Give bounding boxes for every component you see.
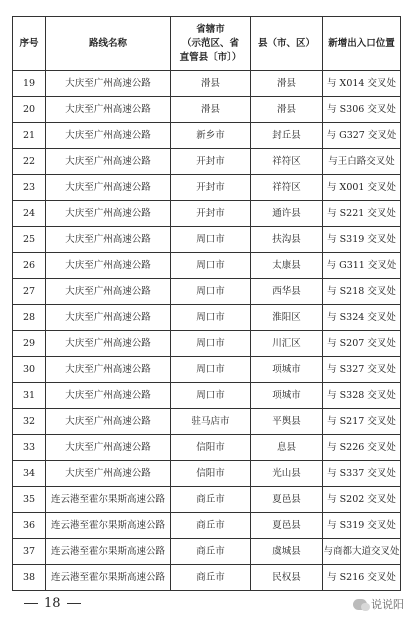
cell-county: 民权县: [251, 565, 323, 591]
cell-exit-location: 与 S337 交叉处: [323, 461, 401, 487]
cell-city: 周口市: [171, 227, 251, 253]
cell-city: 周口市: [171, 305, 251, 331]
cell-index: 29: [13, 331, 46, 357]
chat-bubble-icon: [353, 599, 367, 610]
cell-city: 周口市: [171, 331, 251, 357]
cell-index: 35: [13, 487, 46, 513]
cell-index: 26: [13, 253, 46, 279]
table-row: [13, 305, 401, 331]
cell-index: 36: [13, 513, 46, 539]
table-row: [13, 487, 401, 513]
cell-city: 信阳市: [171, 435, 251, 461]
cell-route-name: 连云港至霍尔果斯高速公路: [46, 565, 171, 591]
cell-exit-location: 与 S202 交叉处: [323, 487, 401, 513]
cell-exit-location: 与 G327 交叉处: [323, 123, 401, 149]
cell-index: 22: [13, 149, 46, 175]
cell-city: 驻马店市: [171, 409, 251, 435]
cell-city: 信阳市: [171, 461, 251, 487]
table-row: [13, 149, 401, 175]
table-row: [13, 409, 401, 435]
cell-city: 商丘市: [171, 487, 251, 513]
table-row: [13, 201, 401, 227]
cell-county: 封丘县: [251, 123, 323, 149]
cell-county: 西华县: [251, 279, 323, 305]
cell-index: 28: [13, 305, 46, 331]
cell-index: 24: [13, 201, 46, 227]
cell-county: 夏邑县: [251, 487, 323, 513]
cell-exit-location: 与 X014 交叉处: [323, 71, 401, 97]
cell-exit-location: 与 S226 交叉处: [323, 435, 401, 461]
cell-exit-location: 与 S221 交叉处: [323, 201, 401, 227]
cell-city: 商丘市: [171, 539, 251, 565]
cell-city: 开封市: [171, 175, 251, 201]
cell-route-name: 大庆至广州高速公路: [46, 409, 171, 435]
cell-index: 27: [13, 279, 46, 305]
cell-exit-location: 与 S319 交叉处: [323, 513, 401, 539]
cell-route-name: 大庆至广州高速公路: [46, 305, 171, 331]
table-row: [13, 71, 401, 97]
cell-exit-location: 与 S328 交叉处: [323, 383, 401, 409]
cell-index: 19: [13, 71, 46, 97]
cell-route-name: 大庆至广州高速公路: [46, 175, 171, 201]
cell-city: 周口市: [171, 383, 251, 409]
table-row: [13, 331, 401, 357]
cell-route-name: 大庆至广州高速公路: [46, 331, 171, 357]
cell-city: 商丘市: [171, 565, 251, 591]
cell-county: 项城市: [251, 357, 323, 383]
table-row: [13, 539, 401, 565]
cell-city: 开封市: [171, 149, 251, 175]
cell-route-name: 大庆至广州高速公路: [46, 149, 171, 175]
cell-county: 川汇区: [251, 331, 323, 357]
cell-exit-location: 与 S218 交叉处: [323, 279, 401, 305]
cell-exit-location: 与 X001 交叉处: [323, 175, 401, 201]
document-table: [12, 16, 401, 591]
cell-exit-location: 与 S216 交叉处: [323, 565, 401, 591]
header-exit-location: 新增出入口位置: [323, 17, 401, 71]
page-number: 18: [44, 596, 61, 611]
cell-index: 33: [13, 435, 46, 461]
table-row: [13, 227, 401, 253]
footer-dash-right: [67, 603, 81, 604]
table-row: [13, 279, 401, 305]
cell-county: 祥符区: [251, 149, 323, 175]
cell-exit-location: 与商都大道交叉处: [323, 539, 401, 565]
cell-city: 周口市: [171, 253, 251, 279]
cell-index: 23: [13, 175, 46, 201]
cell-county: 息县: [251, 435, 323, 461]
watermark-text: 说说阳: [371, 598, 404, 611]
cell-route-name: 连云港至霍尔果斯高速公路: [46, 513, 171, 539]
cell-county: 淮阳区: [251, 305, 323, 331]
cell-exit-location: 与 S327 交叉处: [323, 357, 401, 383]
cell-city: 周口市: [171, 279, 251, 305]
header-city-text: 省辖市 （示范区、省 直管县〔市〕）: [179, 23, 242, 63]
cell-exit-location: 与 S207 交叉处: [323, 331, 401, 357]
cell-county: 滑县: [251, 97, 323, 123]
cell-county: 滑县: [251, 71, 323, 97]
cell-county: 祥符区: [251, 175, 323, 201]
table-row: [13, 435, 401, 461]
cell-route-name: 大庆至广州高速公路: [46, 279, 171, 305]
table-row: [13, 97, 401, 123]
cell-county: 夏邑县: [251, 513, 323, 539]
cell-city: 周口市: [171, 357, 251, 383]
header-route-name: 路线名称: [46, 17, 171, 71]
cell-route-name: 大庆至广州高速公路: [46, 435, 171, 461]
cell-city: 商丘市: [171, 513, 251, 539]
cell-index: 30: [13, 357, 46, 383]
header-index: 序号: [13, 17, 46, 71]
cell-county: 项城市: [251, 383, 323, 409]
header-city: [171, 17, 251, 71]
table-row: [13, 357, 401, 383]
cell-city: 滑县: [171, 71, 251, 97]
cell-city: 开封市: [171, 201, 251, 227]
cell-index: 37: [13, 539, 46, 565]
cell-county: 扶沟县: [251, 227, 323, 253]
cell-exit-location: 与 S319 交叉处: [323, 227, 401, 253]
cell-route-name: 大庆至广州高速公路: [46, 97, 171, 123]
cell-route-name: 大庆至广州高速公路: [46, 123, 171, 149]
table-row: [13, 123, 401, 149]
cell-county: 太康县: [251, 253, 323, 279]
cell-route-name: 大庆至广州高速公路: [46, 201, 171, 227]
cell-route-name: 大庆至广州高速公路: [46, 227, 171, 253]
cell-exit-location: 与 G311 交叉处: [323, 253, 401, 279]
table-row: [13, 253, 401, 279]
table-row: [13, 565, 401, 591]
page-footer: [24, 596, 81, 611]
cell-index: 38: [13, 565, 46, 591]
table-row: [13, 175, 401, 201]
cell-county: 光山县: [251, 461, 323, 487]
cell-city: 滑县: [171, 97, 251, 123]
cell-route-name: 大庆至广州高速公路: [46, 461, 171, 487]
table-header-row: [13, 17, 401, 71]
cell-route-name: 连云港至霍尔果斯高速公路: [46, 539, 171, 565]
cell-exit-location: 与 S324 交叉处: [323, 305, 401, 331]
cell-exit-location: 与 S306 交叉处: [323, 97, 401, 123]
cell-route-name: 连云港至霍尔果斯高速公路: [46, 487, 171, 513]
cell-route-name: 大庆至广州高速公路: [46, 383, 171, 409]
cell-exit-location: 与王白路交叉处: [323, 149, 401, 175]
cell-route-name: 大庆至广州高速公路: [46, 71, 171, 97]
cell-exit-location: 与 S217 交叉处: [323, 409, 401, 435]
cell-index: 32: [13, 409, 46, 435]
cell-index: 31: [13, 383, 46, 409]
header-county: 县（市、区）: [251, 17, 323, 71]
table-row: [13, 461, 401, 487]
cell-city: 新乡市: [171, 123, 251, 149]
cell-index: 21: [13, 123, 46, 149]
footer-dash-left: [24, 603, 38, 604]
cell-route-name: 大庆至广州高速公路: [46, 357, 171, 383]
cell-index: 34: [13, 461, 46, 487]
cell-index: 20: [13, 97, 46, 123]
watermark: [353, 596, 404, 612]
table-row: [13, 513, 401, 539]
cell-county: 虞城县: [251, 539, 323, 565]
cell-index: 25: [13, 227, 46, 253]
cell-county: 平舆县: [251, 409, 323, 435]
cell-route-name: 大庆至广州高速公路: [46, 253, 171, 279]
cell-county: 通许县: [251, 201, 323, 227]
table-row: [13, 383, 401, 409]
